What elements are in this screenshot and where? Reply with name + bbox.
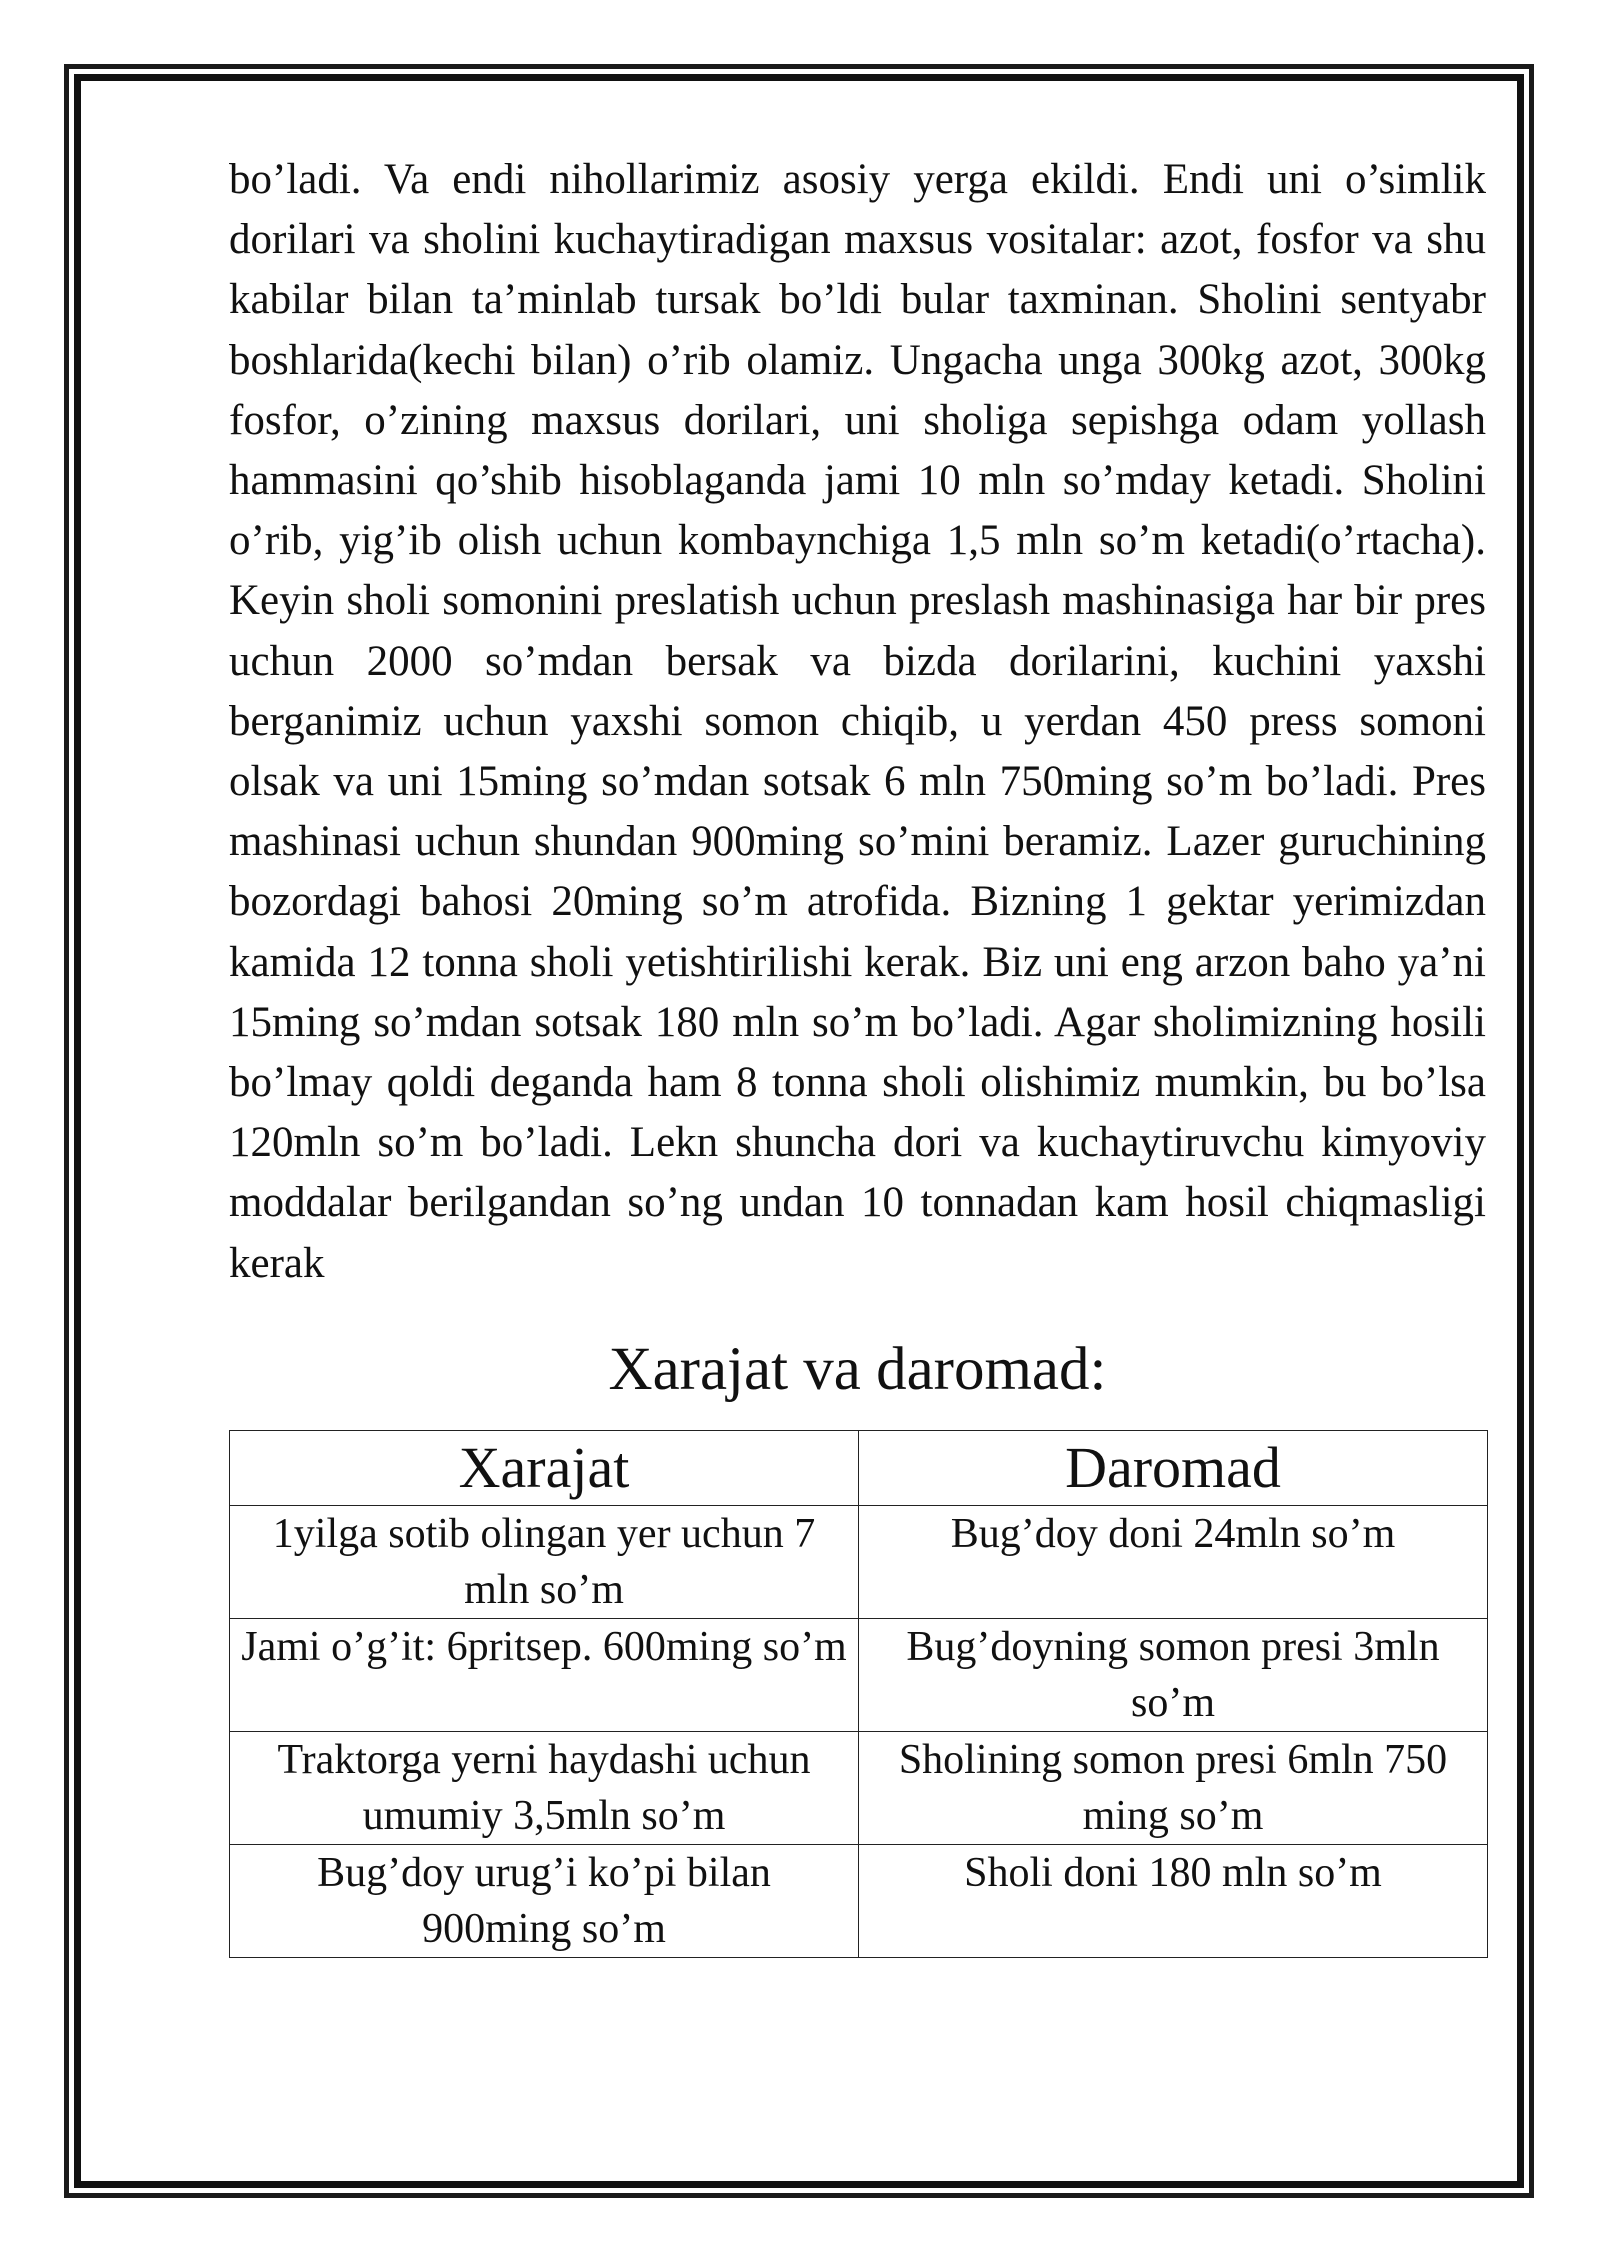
table-row (230, 1618, 1488, 1731)
table-row (230, 1731, 1488, 1844)
page-content (229, 150, 1486, 1958)
column-header-expense: Xarajat (230, 1430, 859, 1505)
expense-cell: Jami o’g’it: 6pritsep. 600ming so’m (230, 1618, 859, 1731)
expense-cell: Traktorga yerni haydashi uchun umumiy 3,5mln so’m (230, 1731, 859, 1844)
column-header-income: Daromad (859, 1430, 1488, 1505)
body-paragraph: bo’ladi. Va endi nihollarimiz asosiy yerga ekildi. Endi uni o’simlik dorilari va sholini kuchaytiradigan maxsus vositalar: azot, fosfor va shu kabilar bilan ta’minlab tursak bo’ldi bular taxminan. Sholini sentyabr boshlarida(kechi bilan) o’rib olamiz. Ungacha unga 300kg azot, 300kg fosfor, o’zining maxsus dorilari, uni sholiga sepishga odam yollash hammasini qo’shib hisoblaganda jami 10 mln so’mday ketadi. Sholini o’rib, yig’ib olish uchun kombaynchiga 1,5 mln so’m ketadi(o’rtacha). Keyin sholi somonini preslatish uchun preslash mashinasiga har bir pres uchun 2000 so’mdan bersak va bizda dorilarini, kuchini yaxshi berganimiz uchun yaxshi somon chiqib, u yerdan 450 press somoni olsak va uni 15ming so’mdan sotsak 6 mln 750ming so’m bo’ladi. Pres mashinasi uchun shundan 900ming so’mini beramiz. Lazer guruchining bozordagi bahosi 20ming so’m atrofida. Bizning 1 gektar yerimizdan kamida 12 tonna sholi yetishtirilishi kerak. Biz uni eng arzon baho ya’ni 15ming so’mdan sotsak 180 mln so’m bo’ladi. Agar sholimizning hosili bo’lmay qoldi deganda ham 8 tonna sholi olishimiz mumkin, bu bo’lsa 120mln so’m bo’ladi. Lekn shuncha dori va kuchaytiruvchu kimyoviy moddalar berilgandan so’ng undan 10 tonnadan kam hosil chiqmasligi kerak (229, 156, 1486, 1287)
section-title: Xarajat va daromad: (608, 1335, 1107, 1403)
table-header-row (230, 1430, 1488, 1505)
expense-income-table (229, 1430, 1488, 1958)
income-cell: Sholining somon presi 6mln 750 ming so’m (859, 1731, 1488, 1844)
income-cell: Bug’doy doni 24mln so’m (859, 1505, 1488, 1618)
income-cell: Bug’doyning somon presi 3mln so’m (859, 1618, 1488, 1731)
table-row (230, 1505, 1488, 1618)
expense-cell: 1yilga sotib olingan yer uchun 7 mln so’m (230, 1505, 859, 1618)
income-cell: Sholi doni 180 mln so’m (859, 1844, 1488, 1957)
expense-cell: Bug’doy urug’i ko’pi bilan 900ming so’m (230, 1844, 859, 1957)
table-row (230, 1844, 1488, 1957)
